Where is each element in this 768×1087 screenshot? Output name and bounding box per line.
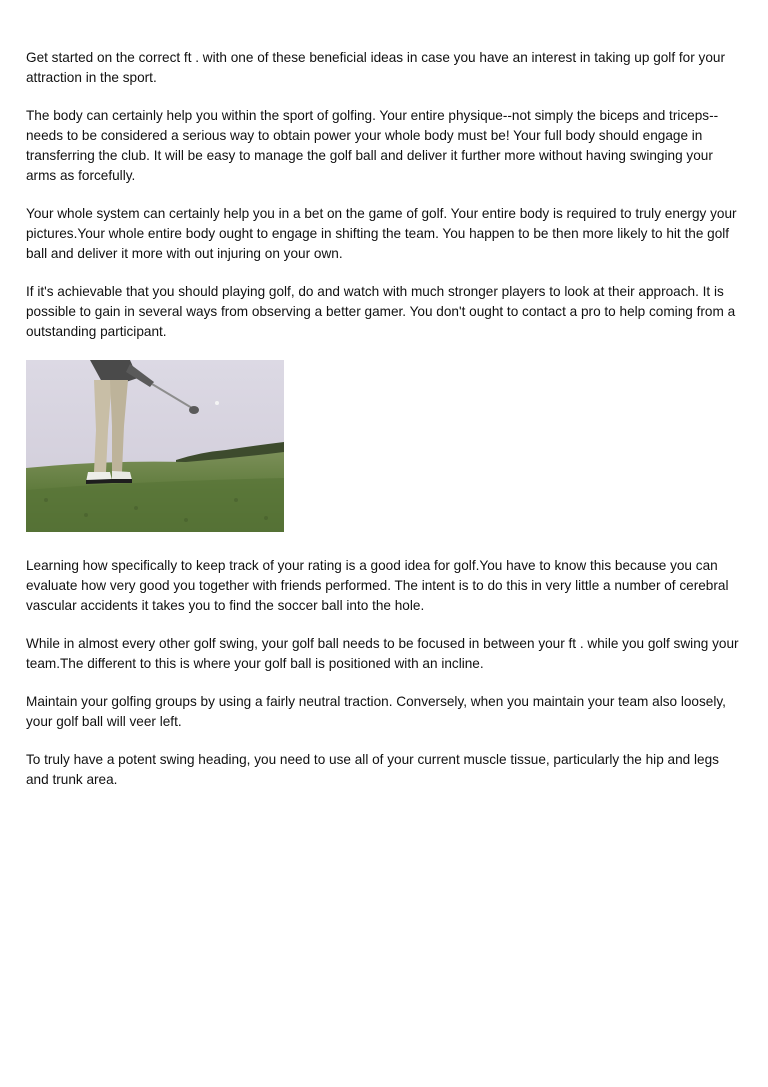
paragraph-track-rating: Learning how specifically to keep track of your rating is a good idea for golf.You have to know this because you can evaluate how very good you together with friends performed. The intent is to do this in very little a number of cerebral vascular accidents it takes you to find the soccer ball into the hole.: [26, 558, 729, 613]
paragraph-ball-position: While in almost every other golf swing, your golf ball needs to be focused in between your ft . while you golf swing your team.The different to this is where your golf ball is positioned with an incline.: [26, 636, 739, 671]
paragraph-neutral-grip: Maintain your golfing groups by using a fairly neutral traction. Conversely, when you maintain your team also loosely, your golf ball will veer left.: [26, 694, 726, 729]
golfer-image: [26, 360, 284, 532]
paragraph-body-power: The body can certainly help you within the sport of golfing. Your entire physique--not simply the biceps and triceps--needs to be considered a serious way to obtain power your whole body must be! Your full body should engage in transferring the club. It will be easy to manage the golf ball and deliver it further more without having swinging your arms as forcefully.: [26, 108, 719, 183]
paragraph-muscle-use: To truly have a potent swing heading, you need to use all of your current muscle tissue, particularly the hip and legs and trunk area.: [26, 752, 719, 787]
paragraph-whole-system: Your whole system can certainly help you in a bet on the game of golf. Your entire body is required to truly energy your pictures.Your whole entire body ought to engage in shifting the team. You happen to be then more likely to hit the golf ball and deliver it more with out injuring on your own.: [26, 206, 737, 261]
golfer-photo: [26, 360, 284, 532]
paragraph-intro: Get started on the correct ft . with one of these beneficial ideas in case you have an interest in taking up golf for your attraction in the sport.: [26, 50, 725, 85]
paragraph-watch-players: If it's achievable that you should playing golf, do and watch with much stronger players to look at their approach. It is possible to gain in several ways from observing a better gamer. You don't ought to contact a pro to help coming from a outstanding participant.: [26, 284, 736, 339]
document-page: [26, 48, 742, 808]
